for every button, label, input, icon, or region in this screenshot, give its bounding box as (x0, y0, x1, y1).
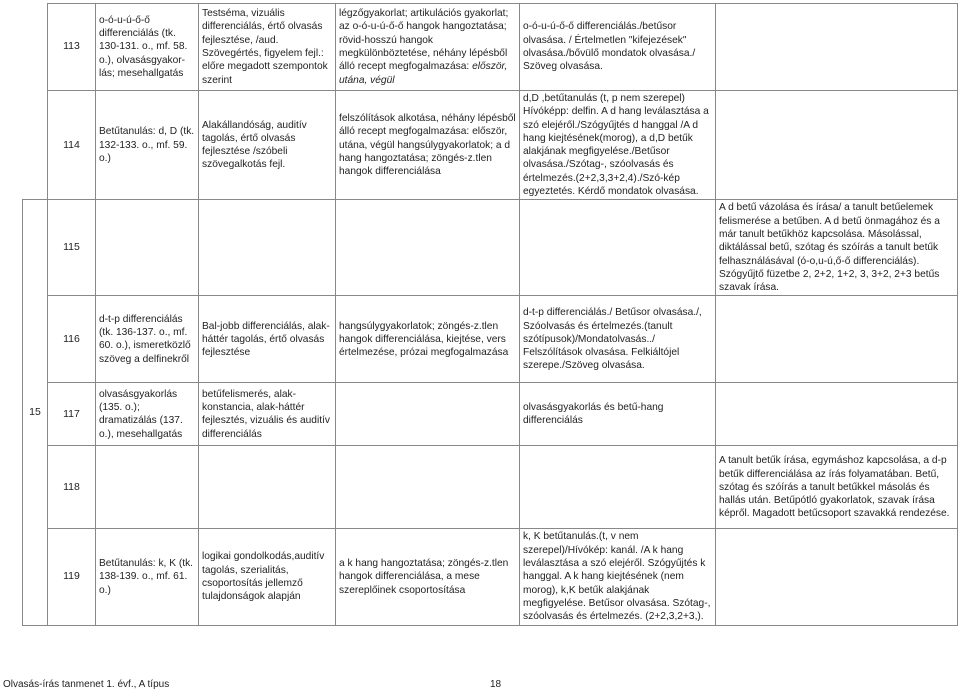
topic-cell (96, 446, 199, 529)
writing-cell (716, 296, 958, 383)
writing-cell (716, 91, 958, 200)
speech-cell: hangsúlygyakorlatok; zöngés-z.tlen hangok differenciálása, kiejtése, vers értelmezése, prózai megfogalmazása (336, 296, 520, 383)
speech-emphasis: először, utána, végül (339, 61, 508, 86)
lesson-number: 114 (48, 91, 96, 200)
curriculum-table (22, 3, 958, 626)
speech-cell (336, 4, 520, 91)
speech-cell: a k hang hangoztatása; zöngés-z.tlen hangok differenciálása, a mese szereplőinek csoportosítása (336, 529, 520, 625)
lesson-number: 119 (48, 529, 96, 625)
topic-cell: Betűtanulás: d, D (tk. 132-133. o., mf. 59. o.) (96, 91, 199, 200)
topic-cell: Betűtanulás: k, K (tk. 138-139. o., mf. 61. o.) (96, 529, 199, 625)
table-row (23, 91, 958, 200)
page-number: 18 (490, 679, 502, 690)
writing-cell (716, 529, 958, 625)
reading-cell (520, 446, 716, 529)
footer-title: Olvasás-írás tanmenet 1. évf., A típus (3, 679, 170, 690)
table-row (23, 4, 958, 91)
skills-cell: Bal-jobb differenciálás, alak-háttér tagolás, értő olvasás fejlesztése (199, 296, 336, 383)
speech-text: légzőgyakorlat; artikulációs gyakorlat; az o-ó-u-ú-ő-ő hangok hangoztatása; rövid-hosszú hangok megkülönböztetése, néhány lépésből álló recept megfogalmazása: (339, 8, 509, 73)
table-row (23, 200, 958, 296)
lesson-number: 118 (48, 446, 96, 529)
lesson-number: 115 (48, 200, 96, 296)
reading-cell: k, K betűtanulás.(t, v nem szerepel)/Hívókép: kanál. /A k hang leválasztása a szó elejéről. Szógyűjtés k hanggal. A k hang kiejtésének (nem morog), k,K betűk alakjának megfigyelése. Betűsor olvasása. Szótag-, szóolvasás és értelmezés. (2+2,3,2+3,). (520, 529, 716, 625)
table-row (23, 529, 958, 625)
lesson-number: 117 (48, 383, 96, 446)
reading-cell: olvasásgyakorlás és betű-hang differenciálás (520, 383, 716, 446)
speech-cell: felszólítások alkotása, néhány lépésből álló recept megfogalmazása: először, utána, végül hangsúlygyakorlatok; a d hang hangoztatása; zöngés-z.tlen hangok differenciálása (336, 91, 520, 200)
writing-cell: A tanult betűk írása, egymáshoz kapcsolása, a d-p betűk differenciálása az írás folyamatában. Betű, szótag és szóírás a tanult betűkkel másolás és hallás után. Betűpótló gyakorlatok, szavak írása képről. Magadott betűcsoport szavakká rendezése. (716, 446, 958, 529)
reading-cell: o-ó-u-ú-ő-ő differenciálás./betűsor olvasása. / Értelmetlen "kifejezések" olvasása./bővülő mondatok olvasása./ Szöveg olvasása. (520, 4, 716, 91)
topic-cell: olvasásgyakorlás (135. o.); dramatizálás (137. o.), mesehallgatás (96, 383, 199, 446)
writing-cell: A d betű vázolása és írása/ a tanult betűelemek felismerése a betűben. A d betű önmagához és a már tanult betűkhöz kapcsolása. Másolással, diktálással betű, szótag és szóírás a tanult betűk felhasználásával (ó-o,u-ú,ő-ő differenciálás). Szógyűjtő füzetbe 2, 2+2, 1+2, 3, 3+2, 2+3 betűs szavak írása. (716, 200, 958, 296)
writing-cell (716, 383, 958, 446)
table-row (23, 383, 958, 446)
topic-cell: o-ó-u-ú-ő-ő differenciálás (tk. 130-131. o., mf. 58. o.), olvasásgyakor-lás; mesehallgatás (96, 4, 199, 91)
lesson-number: 116 (48, 296, 96, 383)
speech-cell (336, 446, 520, 529)
topic-cell (96, 200, 199, 296)
reading-cell (520, 200, 716, 296)
topic-cell: d-t-p differenciálás (tk. 136-137. o., mf. 60. o.), ismeretközlő szöveg a delfinekről (96, 296, 199, 383)
skills-cell (199, 446, 336, 529)
speech-cell (336, 383, 520, 446)
skills-cell: Testséma, vizuális differenciálás, értő olvasás fejlesztése, /aud. Szövegértés, figyelem fejl.: előre megadott szempontok szerint (199, 4, 336, 91)
skills-cell: betűfelismerés, alak-konstancia, alak-háttér fejlesztés, vizuális és auditív differenciálás (199, 383, 336, 446)
lesson-number: 113 (48, 4, 96, 91)
table-row (23, 446, 958, 529)
week-number: 15 (23, 200, 48, 625)
writing-cell (716, 4, 958, 91)
reading-cell: d-t-p differenciálás./ Betűsor olvasása./, Szóolvasás és értelmezés.(tanult szótípusok)/Mondatolvasás../ Felszólítások olvasása. Felkiáltójel szerepe./Szöveg olvasása. (520, 296, 716, 383)
table-row (23, 296, 958, 383)
skills-cell: logikai gondolkodás,auditív tagolás, szerialitás, csoportosítás jellemző tulajdonságok alapján (199, 529, 336, 625)
skills-cell (199, 200, 336, 296)
speech-cell (336, 200, 520, 296)
skills-cell: Alakállandóság, auditív tagolás, értő olvasás fejlesztése /szóbeli szövegalkotás fejl. (199, 91, 336, 200)
reading-cell: d,D ,betűtanulás (t, p nem szerepel) Hívóképp: delfin. A d hang leválasztása a szó elejéről./Szógyűjtés d hanggal /A d hang kiejtésének(morog), a d,D betűk alakjának megfigyelése./Betűsor olvasása./Szótag-, szóolvasás és értelmezés.(2+2,3,3+2,4)./Szó-kép egyeztetés. Kérdő mondatok olvasása. (520, 91, 716, 200)
